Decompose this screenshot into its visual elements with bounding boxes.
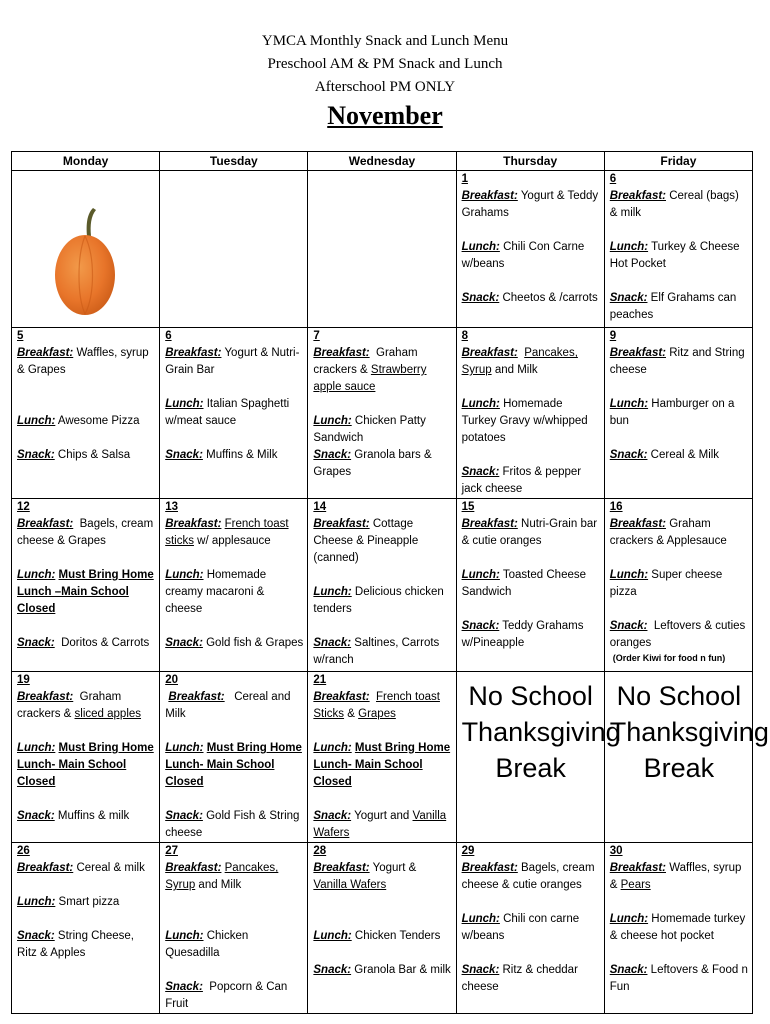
day-number: 9 [609,330,617,342]
day-cell [160,328,308,499]
day-cell [604,171,752,328]
breakfast-label: Breakfast: [609,862,666,874]
week-row [12,672,753,843]
day-cell [12,328,160,499]
lunch-item: Must Bring Home [354,742,451,754]
breakfast-item: French toast Sticks [313,691,440,720]
day-cell [604,843,752,1014]
day-number: 8 [461,330,468,342]
snack-item: Elf Grahams can peaches [609,292,737,321]
week-row [12,171,753,328]
snack-label: Snack: [17,930,55,942]
breakfast-item: Pancakes, Syrup [165,862,279,891]
lunch-item-2: Lunch- Main School Closed [313,759,423,788]
day-number: 20 [165,674,178,686]
day-number: 6 [609,173,617,185]
lunch-label: Lunch: [461,569,500,581]
day-number: 27 [165,845,178,857]
day-number: 15 [461,501,475,513]
lunch-item: Homemade creamy macaroni & cheese [165,569,267,615]
breakfast-label: Breakfast: [609,518,666,530]
snack-item: String Cheese, Ritz & Apples [17,930,134,959]
lunch-label: Lunch: [165,930,204,942]
lunch-label: Lunch: [609,241,649,253]
lunch-label: Lunch: [17,742,56,754]
day-cell [160,499,308,672]
breakfast-label: Breakfast: [313,347,370,359]
breakfast-label: Breakfast: [165,347,222,359]
day-number: 1 [461,173,468,185]
snack-item: Gold fish & Grapes [206,637,304,649]
lunch-label: Lunch: [165,569,204,581]
snack-item: Leftovers & cuties oranges [609,620,746,649]
breakfast-label: Breakfast: [313,518,370,530]
breakfast-item-2: sliced apples [74,708,142,720]
day-number: 26 [17,845,30,857]
breakfast-label: Breakfast: [17,518,74,530]
snack-item: Muffins & Milk [206,449,278,461]
day-cell [12,843,160,1014]
breakfast-label: Breakfast: [17,347,74,359]
day-cell [308,499,456,672]
snack-label: Snack: [313,810,352,822]
breakfast-item-2: Vanilla Wafers [313,879,387,891]
holiday-cell [456,672,621,843]
breakfast-label: Breakfast: [165,518,222,530]
breakfast-item: Graham crackers & [17,691,122,720]
day-cell [308,672,456,843]
snack-item: Doritos & Carrots [61,637,150,649]
snack-item: Yogurt and [354,810,413,822]
lunch-label: Lunch: [461,398,500,410]
day-number: 12 [17,501,30,513]
snack-label: Snack: [165,981,203,993]
lunch-item: Homemade Turkey Gravy w/whipped potatoes [461,398,588,444]
weekday-monday: Monday [12,152,160,171]
month-title: November [327,101,443,130]
breakfast-item: Graham crackers & Applesauce [609,518,727,547]
day-cell [12,499,160,672]
day-cell [604,499,752,672]
breakfast-label: Breakfast: [461,862,518,874]
lunch-item: Turkey & Cheese Hot Pocket [609,241,740,270]
day-number: 14 [313,501,327,513]
lunch-item: Smart pizza [58,896,120,908]
breakfast-amp: & [344,708,355,720]
lunch-label: Lunch: [313,415,352,427]
day-cell [456,171,604,328]
day-number: 30 [609,845,623,857]
snack-label: Snack: [165,449,203,461]
lunch-label: Lunch: [17,569,56,581]
snack-item: Muffins & milk [57,810,130,822]
lunch-item: Delicious chicken tenders [313,586,444,615]
breakfast-item: Graham crackers & [313,347,418,376]
snack-item: Chips & Salsa [57,449,131,461]
snack-label: Snack: [609,964,648,976]
day-number: 21 [313,674,327,686]
week-row [12,499,753,672]
breakfast-item: Yogurt & Teddy Grahams [461,190,599,219]
breakfast-label: Breakfast: [17,862,74,874]
snack-label: Snack: [313,637,352,649]
thanksgiving-text: Thanksgiving [461,717,621,747]
lunch-label: Lunch: [313,930,352,942]
day-cell [456,843,604,1014]
snack-label: Snack: [313,449,352,461]
snack-label: Snack: [461,620,500,632]
lunch-label: Lunch: [313,586,352,598]
breakfast-label: Breakfast: [313,691,370,703]
lunch-item: Toasted Cheese Sandwich [461,569,587,598]
breakfast-label: Breakfast: [313,862,370,874]
menu-calendar [11,151,769,1014]
break-text: Break [495,753,566,783]
snack-item: Fritos & pepper jack cheese [461,466,582,495]
weekday-thursday: Thursday [456,152,604,171]
lunch-label: Lunch: [609,913,649,925]
lunch-label: Lunch: [461,913,500,925]
snack-item: Popcorn & Can Fruit [165,981,288,1010]
snack-item-2: Vanilla Wafers [313,810,447,839]
breakfast-item: Waffles, syrup & Grapes [17,347,149,376]
title-line-2: Preschool AM & PM Snack and Lunch [267,56,503,72]
order-note: (Order Kiwi for food n fun) [612,653,726,663]
breakfast-item: French toast sticks [165,518,289,547]
no-school-text: No School [468,681,593,711]
snack-label: Snack: [461,964,500,976]
lunch-label: Lunch: [461,241,500,253]
breakfast-item: Ritz and String cheese [609,347,745,376]
day-cell [308,328,456,499]
breakfast-label: Breakfast: [461,190,518,202]
lunch-item: Must Bring Home [206,742,302,754]
break-text: Break [643,753,715,783]
breakfast-item: Cottage Cheese & Pineapple (canned) [313,518,419,564]
snack-label: Snack: [17,637,55,649]
lunch-item: Hamburger on a bun [609,398,735,427]
breakfast-item: Cereal (bags) & milk [609,190,739,219]
weekday-tuesday: Tuesday [160,152,308,171]
breakfast-item-2: Grapes [358,708,396,720]
lunch-item: Must Bring Home [58,569,154,581]
day-cell [456,499,604,672]
breakfast-item: Nutri-Grain bar & cutie oranges [461,518,598,547]
breakfast-label: Breakfast: [17,691,74,703]
snack-item: Ritz & cheddar cheese [461,964,578,993]
thanksgiving-text: Thanksgiving [609,717,769,747]
breakfast-item: Bagels, cream cheese & cutie oranges [461,862,595,891]
snack-item: Leftovers & Food n Fun [609,964,748,993]
snack-label: Snack: [17,449,55,461]
snack-label: Snack: [609,449,648,461]
title-line-3: Afterschool PM ONLY [314,79,456,95]
no-school-text: No School [616,681,742,711]
breakfast-item-2: Strawberry apple sauce [313,364,427,393]
lunch-item: Chicken Tenders [354,930,441,942]
breakfast-label: Breakfast: [461,347,518,359]
snack-label: Snack: [461,292,500,304]
snack-label: Snack: [461,466,500,478]
lunch-item-2: Lunch- Main School Closed [17,759,127,788]
breakfast-item: Yogurt & Nutri-Grain Bar [165,347,300,376]
pumpkin-icon [53,206,117,316]
day-cell [308,843,456,1014]
breakfast-label: Breakfast: [165,862,222,874]
weekday-friday: Friday [604,152,752,171]
lunch-item: Super cheese pizza [609,569,723,598]
holiday-cell [604,672,769,843]
lunch-item-2: Lunch- Main School Closed [165,759,275,788]
snack-item: Granola bars & Grapes [313,449,432,478]
breakfast-label: Breakfast: [609,190,666,202]
week-row [12,843,753,1014]
lunch-item: Awesome Pizza [57,415,140,427]
snack-label: Snack: [313,964,352,976]
lunch-label: Lunch: [165,742,204,754]
weekday-header-row [12,152,753,171]
day-cell [160,843,308,1014]
day-number: 5 [17,330,24,342]
breakfast-label: Breakfast: [461,518,518,530]
breakfast-item: Cereal & milk [76,862,145,874]
day-number: 28 [313,845,327,857]
empty-day-cell [308,171,456,328]
breakfast-item-2: and Milk [494,364,538,376]
snack-item: Cereal & Milk [650,449,720,461]
breakfast-item-2: and Milk [195,879,242,891]
day-number: 6 [165,330,172,342]
lunch-label: Lunch: [313,742,352,754]
lunch-label: Lunch: [609,569,649,581]
snack-item: Saltines, Carrots w/ranch [313,637,440,666]
snack-item: Cheetos & /carrots [502,292,598,304]
day-cell [12,672,160,843]
snack-item: Granola Bar & milk [354,964,451,976]
lunch-item: Italian Spaghetti w/meat sauce [165,398,290,427]
lunch-label: Lunch: [609,398,649,410]
empty-day-cell [160,171,308,328]
lunch-label: Lunch: [17,896,56,908]
breakfast-label: Breakfast: [609,347,666,359]
snack-label: Snack: [609,620,648,632]
day-number: 19 [17,674,30,686]
day-number: 16 [609,501,623,513]
day-cell [604,328,752,499]
weekday-wednesday: Wednesday [308,152,456,171]
breakfast-item: Bagels, cream cheese & Grapes [17,518,154,547]
day-cell [456,328,604,499]
lunch-item-2: Lunch –Main School Closed [17,586,129,615]
snack-item: Teddy Grahams w/Pineapple [461,620,584,649]
title-line-1: YMCA Monthly Snack and Lunch Menu [261,33,509,49]
lunch-item: Chili Con Carne w/beans [461,241,585,270]
lunch-item: Must Bring Home [58,742,154,754]
lunch-label: Lunch: [165,398,204,410]
day-number: 7 [313,330,320,342]
breakfast-item: Waffles, syrup & [609,862,742,891]
lunch-label: Lunch: [17,415,56,427]
week-row [12,328,753,499]
lunch-item: Homemade turkey & cheese hot pocket [609,913,746,942]
snack-label: Snack: [17,810,55,822]
breakfast-item-2: Pears [620,879,651,891]
snack-item: Gold Fish & String cheese [165,810,300,839]
breakfast-item: Pancakes, Syrup [461,347,578,376]
lunch-item: Chicken Patty Sandwich [313,415,426,444]
day-number: 13 [165,501,178,513]
breakfast-item: Cereal and Milk [165,691,291,720]
lunch-item: Chili con carne w/beans [461,913,580,942]
snack-label: Snack: [609,292,648,304]
breakfast-item-2: w/ applesauce [193,535,271,547]
day-number: 29 [461,845,475,857]
snack-label: Snack: [165,810,203,822]
day-cell [160,672,308,843]
breakfast-label: Breakfast: [168,691,225,703]
snack-label: Snack: [165,637,203,649]
lunch-item: Chicken Quesadilla [165,930,249,959]
breakfast-item: Yogurt & [372,862,417,874]
